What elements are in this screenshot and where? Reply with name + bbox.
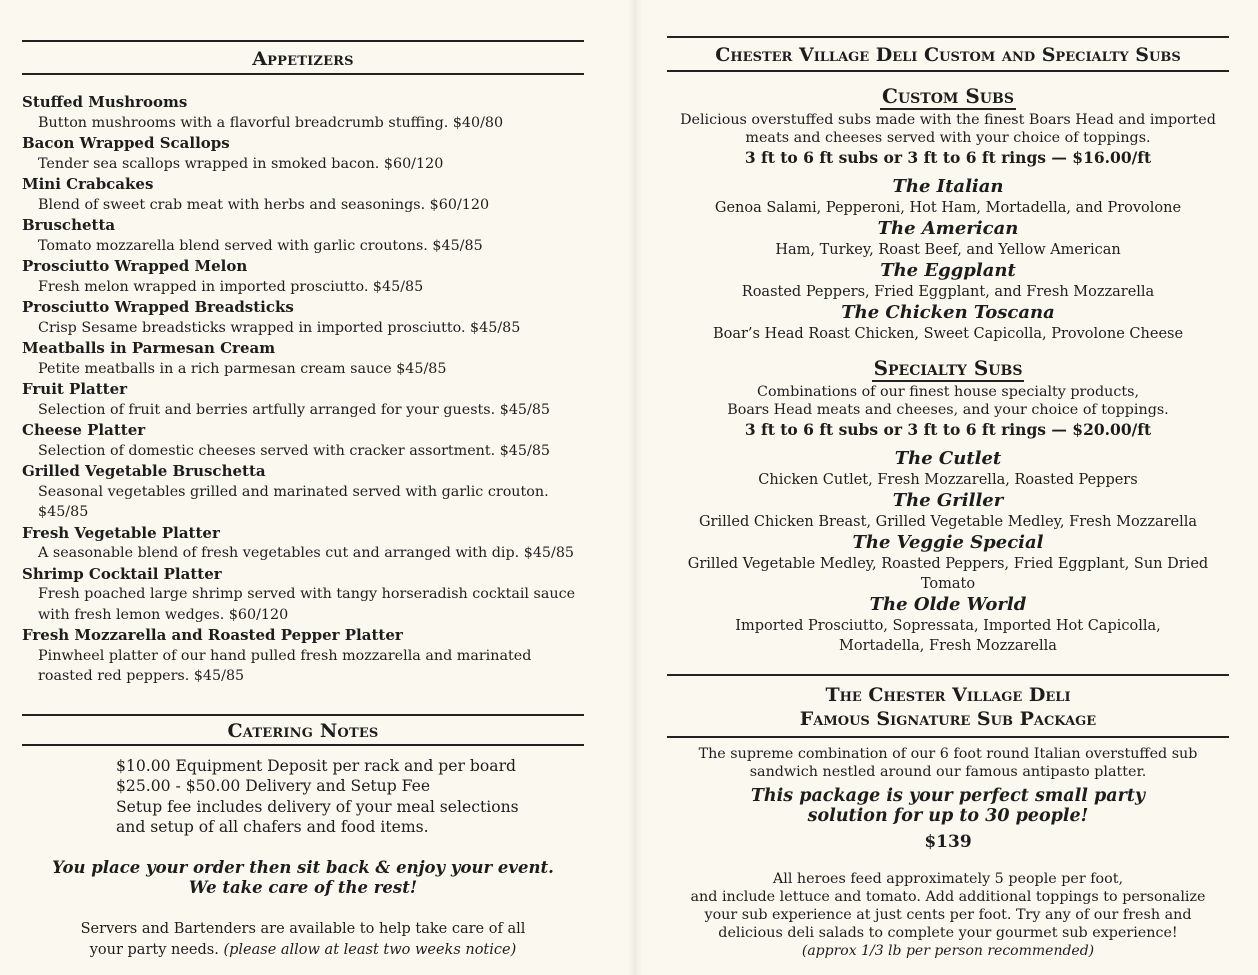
heading-line: The Chester Village Deli	[825, 684, 1071, 706]
menu-item	[22, 564, 584, 626]
sub-desc: Genoa Salami, Pepperoni, Hot Ham, Mortadella, and Provolone	[714, 200, 1182, 216]
item-name: Fresh Mozzarella and Roasted Pepper Platter	[22, 626, 403, 644]
menu-item	[22, 420, 584, 461]
sub-item	[667, 218, 1229, 260]
item-name: Bruschetta	[22, 216, 116, 234]
note-line: All heroes feed approximately 5 people per foot,	[772, 871, 1124, 887]
menu-item	[22, 338, 584, 379]
sub-name: The Veggie Special	[852, 532, 1044, 553]
sub-name: The Griller	[892, 490, 1004, 511]
sub-item	[667, 260, 1229, 302]
signature-section	[667, 674, 1229, 960]
sub-item	[667, 490, 1229, 532]
specialty-subs-title	[667, 356, 1229, 380]
item-name: Cheese Platter	[22, 421, 146, 439]
item-desc: Pinwheel platter of our hand pulled fresh mozzarella and marinated	[38, 647, 532, 664]
signature-slogan	[667, 786, 1229, 826]
item-name: Prosciutto Wrapped Breadsticks	[22, 298, 294, 316]
item-desc: Button mushrooms with a flavorful breadcrumb stuffing. $40/80	[38, 114, 504, 131]
sub-name: The Olde World	[869, 594, 1027, 615]
menu-item	[22, 133, 584, 174]
sub-name: The Chicken Toscana	[841, 302, 1055, 323]
menu-item	[22, 174, 584, 215]
menu-item	[22, 297, 584, 338]
item-desc: Fresh melon wrapped in imported prosciutto. $45/85	[38, 278, 424, 295]
item-desc: Tender sea scallops wrapped in smoked bacon. $60/120	[38, 155, 444, 172]
menu-item	[22, 523, 584, 564]
signature-desc	[667, 745, 1229, 781]
item-desc: Crisp Sesame breadsticks wrapped in imported prosciutto. $45/85	[38, 319, 521, 336]
desc-line: sandwich nestled around our famous antipasto platter.	[749, 764, 1147, 780]
servers-line	[22, 940, 584, 961]
catering-notes	[22, 714, 584, 961]
intro-line: Combinations of our finest house specialty products,	[757, 384, 1139, 400]
heading-line: Famous Signature Sub Package	[799, 708, 1097, 730]
sub-desc: Boar’s Head Roast Chicken, Sweet Capicolla, Provolone Cheese	[712, 326, 1184, 342]
slogan-line: We take care of the rest!	[188, 878, 418, 897]
sub-desc: Grilled Vegetable Medley, Roasted Peppers, Fried Eggplant, Sun Dried Tomato	[687, 556, 1209, 592]
menu-item	[22, 256, 584, 297]
slogan-line: solution for up to 30 people!	[807, 806, 1089, 826]
item-desc: Petite meatballs in a rich parmesan cream sauce $45/85	[38, 360, 447, 377]
item-desc: Blend of sweet crab meat with herbs and seasonings. $60/120	[38, 196, 490, 213]
signature-heading	[667, 674, 1229, 738]
catering-slogan	[22, 858, 584, 899]
fee-line: and setup of all chafers and food items.	[116, 818, 429, 836]
appetizers-heading: Appetizers	[22, 40, 584, 75]
sub-desc: Mortadella, Fresh Mozzarella	[839, 638, 1057, 654]
item-name: Fruit Platter	[22, 380, 128, 398]
item-desc: Tomato mozzarella blend served with garlic croutons. $45/85	[38, 237, 483, 254]
servers-line: Servers and Bartenders are available to help take care of all	[80, 920, 526, 937]
specialty-subs-section	[667, 356, 1229, 656]
sub-item	[667, 176, 1229, 218]
appetizers-list	[22, 92, 584, 687]
servers-note	[22, 919, 584, 961]
signature-price: $139	[924, 832, 972, 852]
catering-fees	[116, 756, 584, 838]
fee-line: $25.00 - $50.00 Delivery and Setup Fee	[116, 777, 431, 795]
item-desc: Selection of domestic cheeses served with cracker assortment. $45/85	[38, 442, 551, 459]
sub-desc: Ham, Turkey, Roast Beef, and Yellow American	[775, 242, 1121, 258]
sub-item	[667, 302, 1229, 344]
sub-desc: Chicken Cutlet, Fresh Mozzarella, Roasted Peppers	[758, 472, 1138, 488]
item-desc: with fresh lemon wedges. $60/120	[38, 606, 289, 623]
specialty-subs-list	[667, 448, 1229, 656]
fee-line: $10.00 Equipment Deposit per rack and per board	[116, 756, 517, 775]
sub-desc: Roasted Peppers, Fried Eggplant, and Fresh Mozzarella	[741, 284, 1155, 300]
sub-item	[667, 594, 1229, 656]
sub-item	[667, 448, 1229, 490]
note-line: and include lettuce and tomato. Add additional toppings to personalize	[690, 889, 1206, 905]
custom-subs-title	[667, 84, 1229, 108]
item-desc: A seasonable blend of fresh vegetables cut and arranged with dip. $45/85	[38, 545, 575, 561]
notice-note: (please allow at least two weeks notice)	[223, 941, 517, 958]
specialty-price: 3 ft to 6 ft subs or 3 ft to 6 ft rings — $20.00/ft	[744, 420, 1152, 439]
menu-item	[22, 215, 584, 256]
note-line: your sub experience at just cents per foot. Try any of our fresh and	[704, 907, 1192, 923]
intro-line: meats and cheeses served with your choice of toppings.	[745, 130, 1151, 146]
sub-desc: Imported Prosciutto, Sopressata, Imported Hot Capicolla,	[735, 618, 1161, 634]
item-desc: Seasonal vegetables grilled and marinated served with garlic crouton. $45/85	[38, 483, 549, 520]
right-panel	[667, 36, 1229, 960]
custom-price: 3 ft to 6 ft subs or 3 ft to 6 ft rings — $16.00/ft	[744, 148, 1152, 167]
intro-line: Boars Head meats and cheeses, and your choice of toppings.	[727, 402, 1169, 418]
subs-heading: Chester Village Deli Custom and Specialty Subs	[667, 36, 1229, 72]
page-fold	[628, 0, 642, 975]
item-desc: Fresh poached large shrimp served with tangy horseradish cocktail sauce	[38, 586, 576, 602]
sub-name: The Cutlet	[894, 448, 1002, 469]
item-name: Shrimp Cocktail Platter	[22, 564, 222, 583]
sub-desc: Grilled Chicken Breast, Grilled Vegetable Medley, Fresh Mozzarella	[698, 514, 1198, 530]
slogan-line: You place your order then sit back & enjoy your event.	[52, 857, 554, 877]
menu-item	[22, 92, 584, 133]
item-name: Grilled Vegetable Bruschetta	[22, 462, 266, 480]
item-name: Fresh Vegetable Platter	[22, 523, 220, 542]
signature-note	[667, 870, 1229, 960]
item-desc: Selection of fruit and berries artfully arranged for your guests. $45/85	[38, 401, 551, 418]
item-desc: roasted red peppers. $45/85	[38, 668, 245, 684]
item-name: Meatballs in Parmesan Cream	[22, 339, 276, 357]
item-name: Stuffed Mushrooms	[22, 93, 188, 111]
item-name: Mini Crabcakes	[22, 175, 154, 193]
note-line: (approx 1/3 lb per person recommended)	[801, 943, 1095, 959]
custom-subs-section	[667, 84, 1229, 344]
menu-item	[22, 625, 584, 687]
specialty-intro	[667, 383, 1229, 419]
catering-heading: Catering Notes	[22, 714, 584, 746]
specialty-subs-title-text: Specialty Subs	[873, 356, 1023, 380]
desc-line: The supreme combination of our 6 foot round Italian overstuffed sub	[698, 746, 1198, 762]
intro-line: Delicious overstuffed subs made with the finest Boars Head and imported	[680, 112, 1216, 128]
left-panel	[22, 38, 584, 961]
slogan-line: This package is your perfect small party	[750, 786, 1146, 806]
sub-name: The American	[877, 218, 1019, 239]
sub-name: The Italian	[892, 176, 1004, 197]
custom-subs-title-text: Custom Subs	[882, 84, 1014, 108]
fee-line: Setup fee includes delivery of your meal selections	[116, 797, 519, 816]
item-name: Prosciutto Wrapped Melon	[22, 257, 248, 275]
menu-item	[22, 461, 584, 523]
note-line: delicious deli salads to complete your gourmet sub experience!	[718, 925, 1178, 941]
custom-subs-list	[667, 176, 1229, 344]
custom-intro	[667, 111, 1229, 147]
item-name: Bacon Wrapped Scallops	[22, 134, 230, 152]
servers-text: your party needs.	[89, 941, 219, 958]
sub-name: The Eggplant	[880, 260, 1016, 281]
menu-item	[22, 379, 584, 420]
sub-item	[667, 532, 1229, 594]
